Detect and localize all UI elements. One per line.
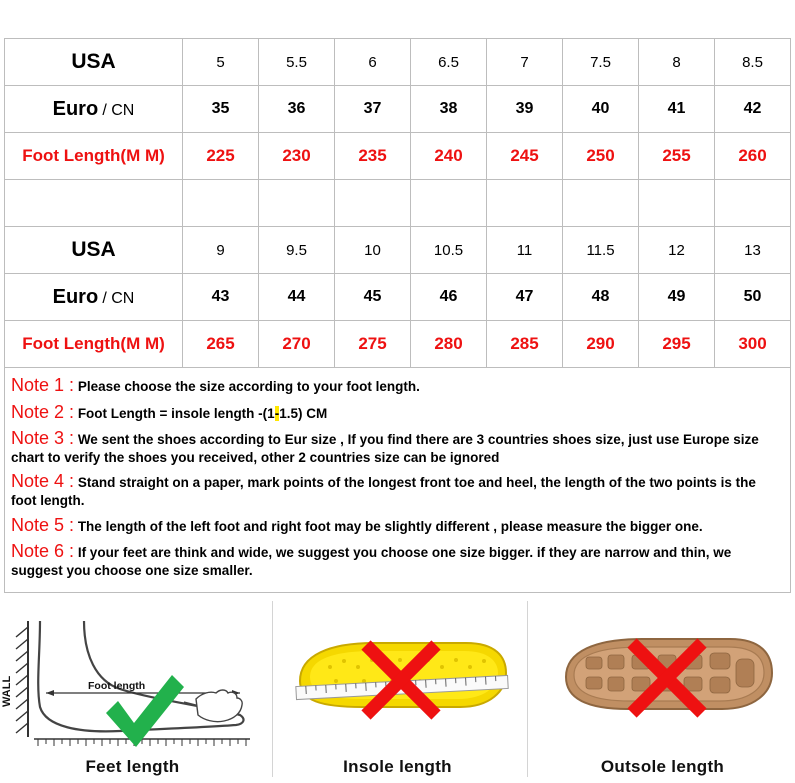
cell: 285 — [487, 321, 563, 368]
cell: 37 — [335, 86, 411, 133]
note-label: Note 6 : — [11, 541, 74, 561]
figure-outsole-length — [530, 595, 795, 783]
table-row — [5, 321, 791, 368]
cell: 49 — [639, 274, 715, 321]
cell — [563, 180, 639, 227]
cell: 50 — [715, 274, 791, 321]
cell — [487, 180, 563, 227]
cell: 290 — [563, 321, 639, 368]
cell: 6.5 — [411, 39, 487, 86]
cell: 270 — [259, 321, 335, 368]
cell: 47 — [487, 274, 563, 321]
cell: 7.5 — [563, 39, 639, 86]
note-5 — [11, 514, 784, 537]
note-label: Note 3 : — [11, 428, 74, 448]
note-text: Foot Length = insole length -(1 — [78, 406, 275, 421]
cell: 9.5 — [259, 227, 335, 274]
note-text-after: 1.5) CM — [279, 406, 327, 421]
note-1 — [11, 374, 784, 397]
euro-label: Euro — [53, 286, 99, 308]
figure-feet-length — [0, 595, 265, 783]
cell: 265 — [183, 321, 259, 368]
cell: 5 — [183, 39, 259, 86]
note-label: Note 2 : — [11, 402, 74, 422]
cell: 10 — [335, 227, 411, 274]
cell: 12 — [639, 227, 715, 274]
row-label-foot-length: Foot Length(M M) — [5, 321, 183, 368]
size-table-1 — [4, 38, 791, 368]
cell: 7 — [487, 39, 563, 86]
cell: 235 — [335, 133, 411, 180]
cell — [639, 180, 715, 227]
figure-caption: Insole length — [343, 757, 452, 783]
note-4 — [11, 470, 784, 509]
table-row — [5, 86, 791, 133]
cell: 13 — [715, 227, 791, 274]
table-row — [5, 39, 791, 86]
cell — [259, 180, 335, 227]
cell: 9 — [183, 227, 259, 274]
cell — [335, 180, 411, 227]
cell: 35 — [183, 86, 259, 133]
cell: 8.5 — [715, 39, 791, 86]
cell: 230 — [259, 133, 335, 180]
cell: 40 — [563, 86, 639, 133]
cell: 38 — [411, 86, 487, 133]
top-spacer — [0, 0, 795, 38]
cell: 295 — [639, 321, 715, 368]
cell: 11 — [487, 227, 563, 274]
table-row — [5, 133, 791, 180]
cell: 8 — [639, 39, 715, 86]
row-label-usa: USA — [5, 227, 183, 274]
figure-insole-length — [265, 595, 530, 783]
cell: 255 — [639, 133, 715, 180]
note-text: We sent the shoes according to Eur size , If you find there are 3 countries shoes size, just use Europe size chart to verify the shoes you received, other 2 countries size can be ignored — [11, 432, 759, 465]
cell: 300 — [715, 321, 791, 368]
note-text: Please choose the size according to your foot length. — [78, 379, 420, 394]
cell — [411, 180, 487, 227]
euro-sub-label: / CN — [102, 102, 134, 119]
cell: 5.5 — [259, 39, 335, 86]
cell: 245 — [487, 133, 563, 180]
table-spacer-row — [5, 180, 791, 227]
cell: 260 — [715, 133, 791, 180]
note-text: The length of the left foot and right foot may be slightly different , please measure the bigger one. — [78, 519, 703, 534]
euro-sub-label: / CN — [102, 290, 134, 307]
notes-section — [4, 368, 791, 593]
euro-label: Euro — [53, 98, 99, 120]
note-highlight: - — [275, 406, 280, 421]
figure-outsole-length-art — [530, 615, 795, 757]
cell — [715, 180, 791, 227]
cell: 36 — [259, 86, 335, 133]
cell: 41 — [639, 86, 715, 133]
cell: 45 — [335, 274, 411, 321]
cell: 10.5 — [411, 227, 487, 274]
cell: 280 — [411, 321, 487, 368]
cell: 11.5 — [563, 227, 639, 274]
note-label: Note 5 : — [11, 515, 74, 535]
wall-label: WALL — [1, 675, 13, 706]
cell: 42 — [715, 86, 791, 133]
note-6 — [11, 540, 784, 579]
cell: 250 — [563, 133, 639, 180]
figure-feet-length-art — [0, 615, 265, 757]
figure-insole-length-art — [265, 615, 530, 757]
cell: 225 — [183, 133, 259, 180]
row-label-euro — [5, 274, 183, 321]
table-row — [5, 274, 791, 321]
figure-caption: Feet length — [86, 757, 180, 783]
table-row — [5, 227, 791, 274]
note-text: Stand straight on a paper, mark points of the longest front toe and heel, the length of the two points is the foot length. — [11, 475, 756, 508]
size-table-1-wrap — [0, 38, 795, 368]
figure-caption: Outsole length — [601, 757, 724, 783]
note-3 — [11, 427, 784, 466]
row-label-usa: USA — [5, 39, 183, 86]
cell: 46 — [411, 274, 487, 321]
cell: 39 — [487, 86, 563, 133]
cell: 240 — [411, 133, 487, 180]
row-label-euro — [5, 86, 183, 133]
cell: 48 — [563, 274, 639, 321]
note-label: Note 4 : — [11, 471, 74, 491]
cell: 6 — [335, 39, 411, 86]
cell — [183, 180, 259, 227]
foot-length-label: Foot length — [88, 680, 145, 692]
cell — [5, 180, 183, 227]
cell: 44 — [259, 274, 335, 321]
row-label-foot-length: Foot Length(M M) — [5, 133, 183, 180]
note-label: Note 1 : — [11, 375, 74, 395]
cell: 275 — [335, 321, 411, 368]
note-2 — [11, 401, 784, 424]
measurement-figures — [0, 595, 795, 783]
cell: 43 — [183, 274, 259, 321]
note-text: If your feet are think and wide, we suggest you choose one size bigger. if they are narrow and thin, we suggest you choose one size smaller. — [11, 545, 731, 578]
